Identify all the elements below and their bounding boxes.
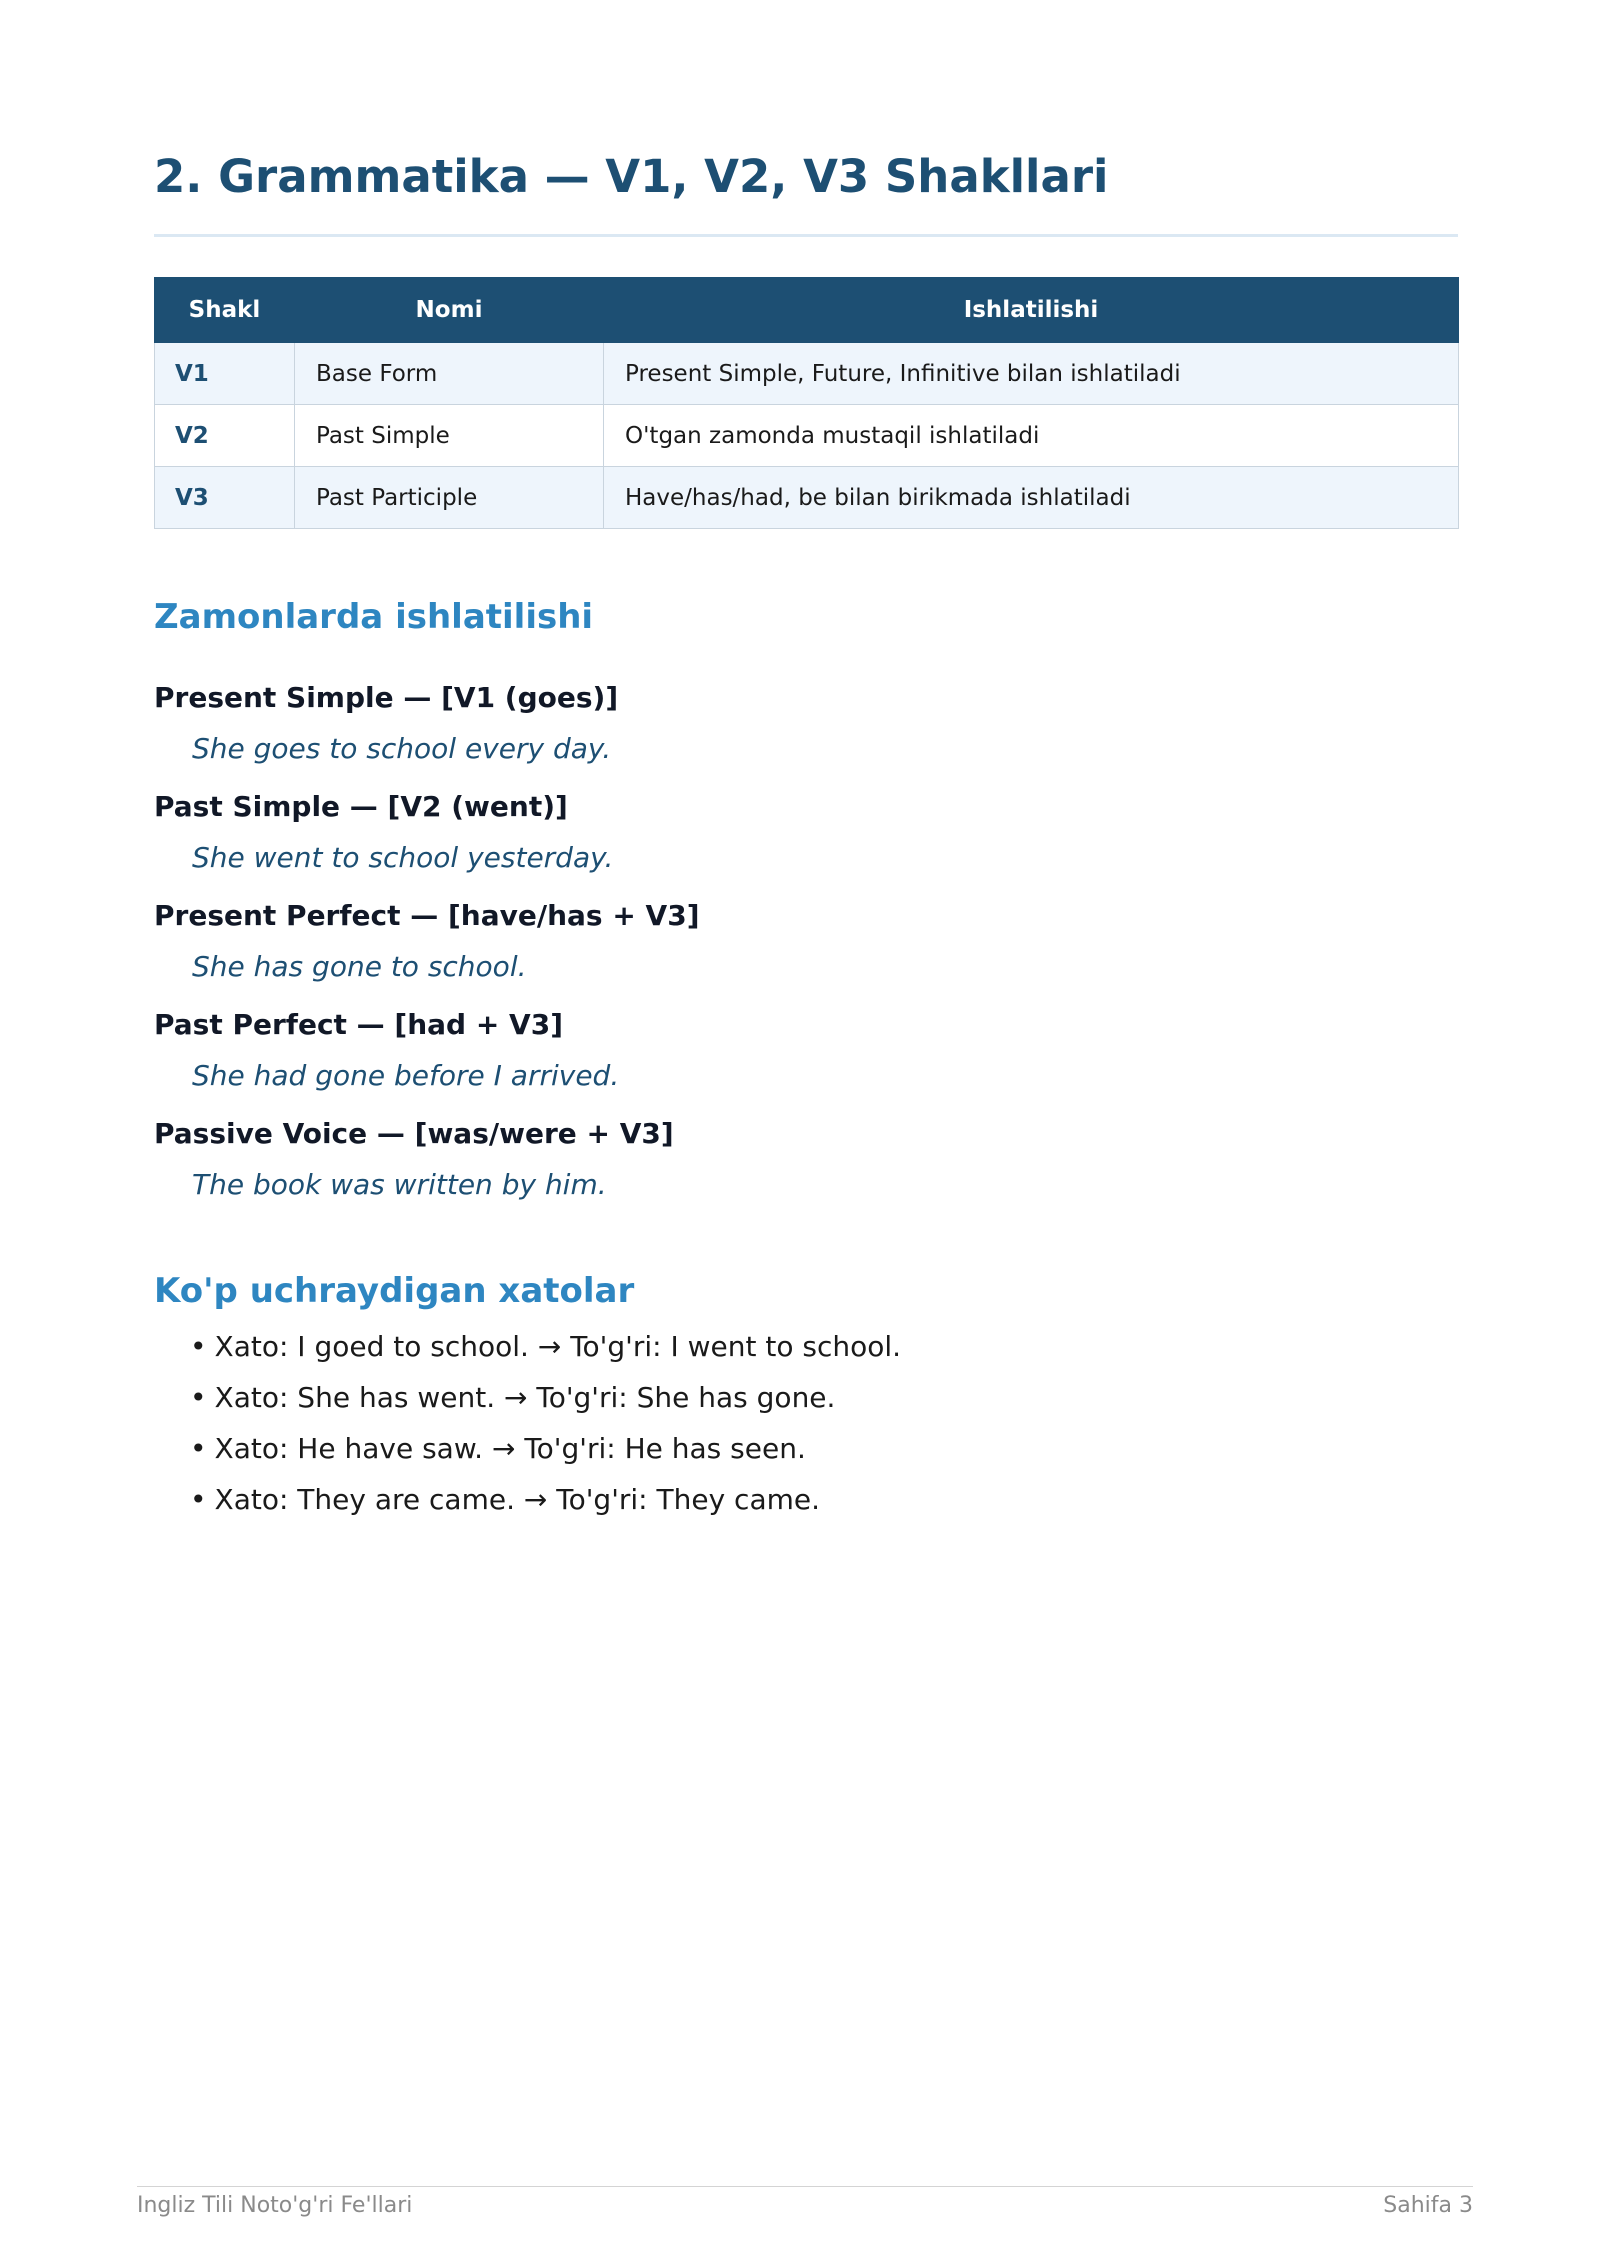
table-row <box>155 405 1459 467</box>
cell-form: V1 <box>155 343 295 405</box>
bullet-icon: • <box>190 1483 207 1516</box>
cell-usage: Have/has/had, be bilan birikmada ishlatiladi <box>604 467 1459 529</box>
tenses-list <box>154 672 1454 1217</box>
page-title: 2. Grammatika — V1, V2, V3 Shakllari <box>154 150 1109 203</box>
column-header-name: Nomi <box>295 278 604 343</box>
bullet-icon: • <box>190 1432 207 1465</box>
tenses-heading: Zamonlarda ishlatilishi <box>154 597 594 637</box>
cell-name: Past Simple <box>295 405 604 467</box>
tense-example: She goes to school every day. <box>192 732 612 765</box>
column-header-form: Shakl <box>155 278 295 343</box>
list-item <box>190 1474 901 1525</box>
tense-example: She went to school yesterday. <box>192 841 614 874</box>
tense-example: She had gone before I arrived. <box>192 1059 620 1092</box>
title-divider <box>154 234 1458 237</box>
bullet-icon: • <box>190 1381 207 1414</box>
footer-document-title: Ingliz Tili Noto'g'ri Fe'llari <box>137 2193 413 2218</box>
error-text: Xato: I goed to school. → To'g'ri: I went to school. <box>214 1330 902 1363</box>
tense-item <box>154 781 1454 890</box>
errors-heading: Ko'p uchraydigan xatolar <box>154 1271 635 1311</box>
verb-forms-table <box>154 277 1459 529</box>
tense-example: She has gone to school. <box>192 950 527 983</box>
tense-formula: Present Simple — [V1 (goes)] <box>154 681 619 714</box>
cell-usage: O'tgan zamonda mustaqil ishlatiladi <box>604 405 1459 467</box>
cell-name: Past Participle <box>295 467 604 529</box>
list-item <box>190 1372 901 1423</box>
tense-example: The book was written by him. <box>192 1168 607 1201</box>
tense-item <box>154 672 1454 781</box>
list-item <box>190 1321 901 1372</box>
table-row <box>155 467 1459 529</box>
cell-usage: Present Simple, Future, Infinitive bilan ishlatiladi <box>604 343 1459 405</box>
table-row <box>155 343 1459 405</box>
tense-formula: Passive Voice — [was/were + V3] <box>154 1117 674 1150</box>
column-header-usage: Ishlatilishi <box>604 278 1459 343</box>
cell-form: V3 <box>155 467 295 529</box>
bullet-icon: • <box>190 1330 207 1363</box>
table-header-row <box>155 278 1459 343</box>
error-text: Xato: He have saw. → To'g'ri: He has seen. <box>214 1432 806 1465</box>
tense-item <box>154 890 1454 999</box>
footer-page-number: Sahifa 3 <box>1383 2193 1473 2218</box>
tense-formula: Past Perfect — [had + V3] <box>154 1008 564 1041</box>
tense-item <box>154 1108 1454 1217</box>
cell-form: V2 <box>155 405 295 467</box>
tense-item <box>154 999 1454 1108</box>
tense-formula: Past Simple — [V2 (went)] <box>154 790 568 823</box>
error-text: Xato: They are came. → To'g'ri: They came. <box>214 1483 821 1516</box>
cell-name: Base Form <box>295 343 604 405</box>
tense-formula: Present Perfect — [have/has + V3] <box>154 899 700 932</box>
list-item <box>190 1423 901 1474</box>
common-errors-list <box>190 1321 901 1525</box>
footer-divider <box>137 2186 1473 2187</box>
error-text: Xato: She has went. → To'g'ri: She has gone. <box>214 1381 836 1414</box>
